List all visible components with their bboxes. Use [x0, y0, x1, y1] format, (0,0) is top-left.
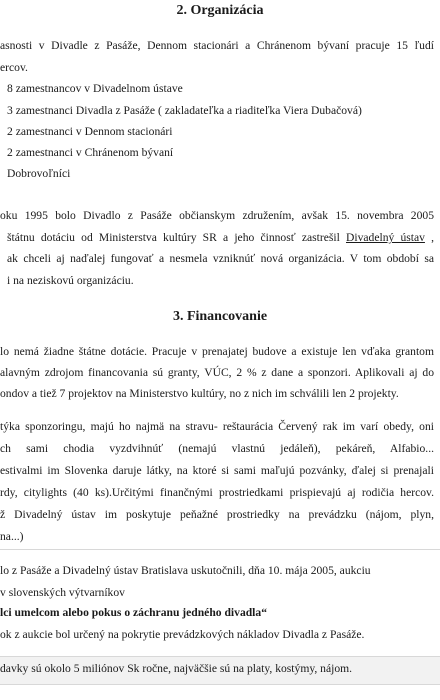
funding-line: lo nemá žiadne štátne dotácie. Pracuje v prenajatej budove a existuje len vďaka grantom — [0, 345, 434, 358]
section-heading-organization: 2. Organizácia — [176, 3, 264, 18]
org-intro-line: ercov. — [0, 61, 28, 74]
sponsors-line: ž Divadelný ústav im poskytuje peňažné prostriedky na prevádzku (nájom, plyn, — [0, 508, 434, 521]
table-border — [0, 656, 440, 657]
org-intro-line: asnosti v Divadle z Pasáže, Dennom stacionári a Chránenom bývaní pracuje 15 ľudí — [0, 39, 434, 52]
sponsors-line: týka sponzoringu, majú ho najmä na stravu- reštaurácia Červený rak im varí obedy, oni — [0, 420, 434, 433]
staff-list-item: 2 zamestnanci v Dennom stacionári — [7, 125, 173, 138]
staff-list-item: 8 zamestnancov v Divadelnom ústave — [7, 82, 183, 95]
funding-line: alavným zdrojom financovania sú granty, VÚC, 2 % z dane a sponzori. Aplikovali aj do — [0, 366, 434, 379]
sponsors-line: na...) — [0, 530, 24, 543]
history-line: oku 1995 bolo Divadlo z Pasáže občianskym združením, avšak 15. novembra 2005 — [0, 209, 434, 222]
auction-title: lci umelcom alebo pokus o záchranu jedného divadla“ — [0, 606, 268, 619]
table-border — [0, 684, 440, 685]
sponsors-line: estivalmi im Slovenka daruje látky, na ktoré si sami maľujú pozvánky, ďalej si prenajali — [0, 464, 434, 477]
staff-list-item: Dobrovoľníci — [7, 167, 71, 180]
sponsors-line: ch sami chodia vyzdvihnúť (nemajú vlastnú jedáleň), pekáreň, Alfabio... — [0, 442, 434, 455]
table-border — [0, 549, 440, 550]
divadelny-ustav-link[interactable]: Divadelný ústav — [346, 231, 425, 244]
section-heading-financing: 3. Financovanie — [172, 309, 268, 324]
auction-purpose: ok z aukcie bol určený na pokrytie prevádzkových nákladov Divadla z Pasáže. — [0, 628, 365, 641]
history-line: štátnu dotáciu od Ministerstva kultúry SR a jeho činnosť zastrešil Divadelný ústav , — [7, 231, 434, 244]
history-line: i na neziskovú organizáciu. — [7, 274, 134, 287]
sponsors-line: rdy, citylights (40 ks).Určitými finančnými prostriedkami prispievajú aj rodičia hercov. — [0, 486, 434, 499]
costs-line: davky sú okolo 5 miliónov Sk ročne, najväčšie sú na platy, kostýmy, nájom. — [0, 662, 353, 675]
history-line: ak chceli aj naďalej fungovať a nesmela vzniknúť nová organizácia. V tom období sa — [7, 252, 434, 265]
staff-list-item: 2 zamestnanci v Chránenom bývaní — [7, 146, 174, 159]
auction-line: lo z Pasáže a Divadelný ústav Bratislava uskutočnili, dňa 10. mája 2005, aukciu — [0, 564, 371, 577]
staff-list-item: 3 zamestnanci Divadla z Pasáže ( zakladateľka a riaditeľka Viera Dubačová) — [7, 104, 362, 117]
funding-line: ondov a tiež 7 projektov na Ministerstvo kultúry, no z nich im schválili len 2 projekty. — [0, 387, 399, 400]
auction-line: v slovenských výtvarníkov — [0, 586, 125, 599]
